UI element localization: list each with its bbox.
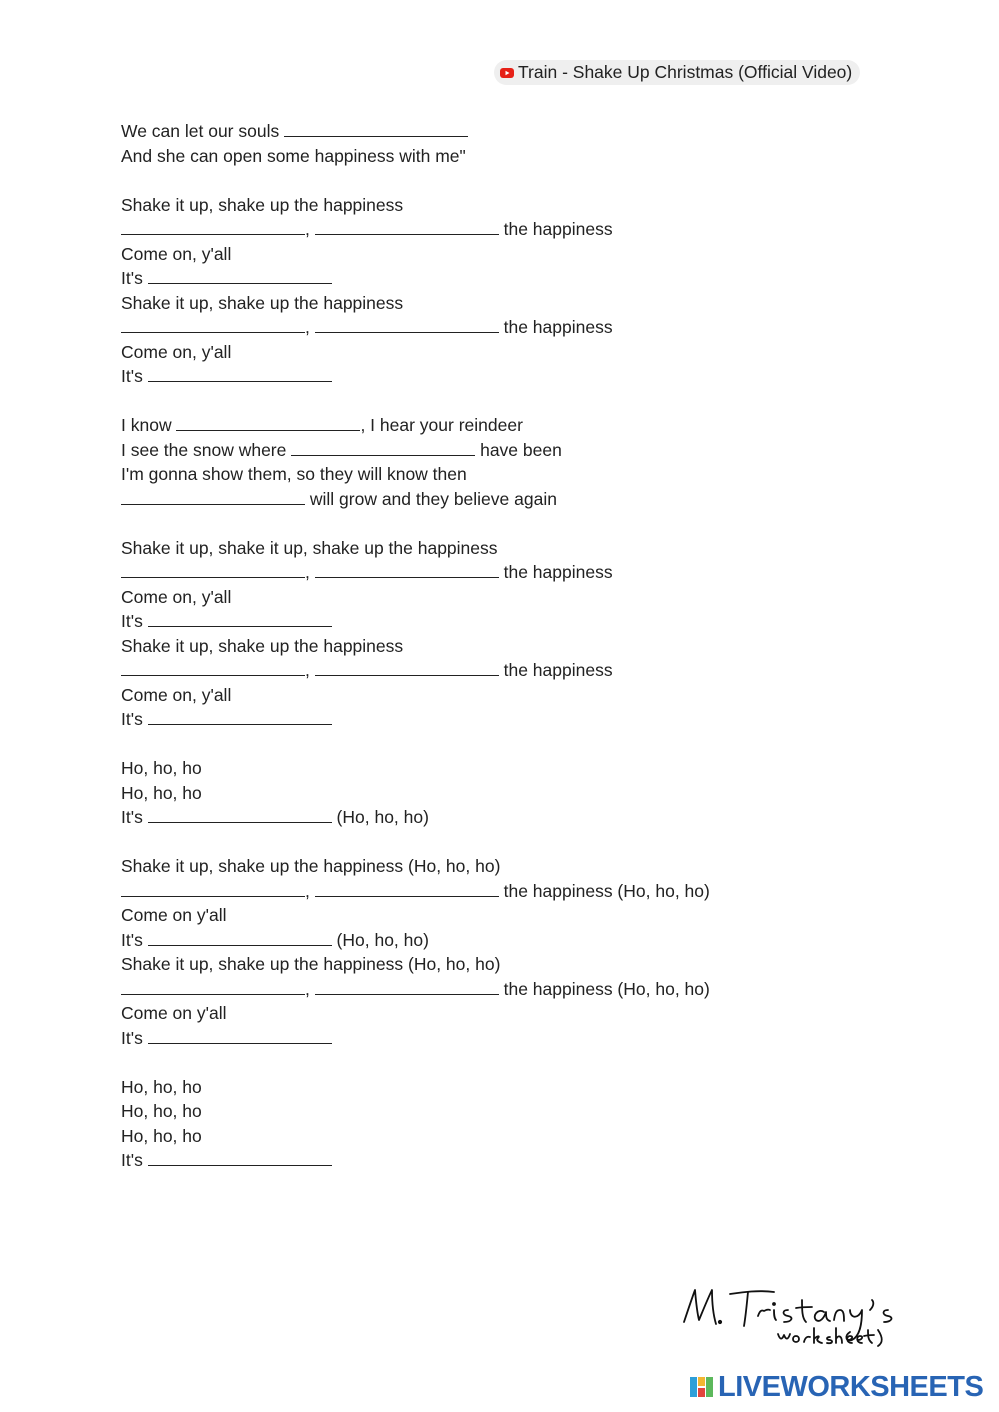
- lyric-text: It's: [121, 709, 148, 729]
- lyric-text: It's: [121, 1150, 148, 1170]
- fill-in-blank[interactable]: [121, 218, 305, 235]
- lyric-line: [121, 634, 710, 659]
- lyric-text: Come on y'all: [121, 905, 227, 925]
- lyric-line: [121, 536, 710, 561]
- lyric-line: [121, 242, 710, 267]
- lyric-line: [121, 315, 710, 340]
- fill-in-blank[interactable]: [291, 439, 475, 456]
- lyric-text: Shake it up, shake up the happiness (Ho, ho, ho): [121, 954, 501, 974]
- fill-in-blank[interactable]: [121, 316, 305, 333]
- stanza-break: [121, 1050, 710, 1075]
- lyric-text: the happiness: [498, 317, 613, 337]
- brand-name: LIVEWORKSHEETS: [718, 1370, 984, 1403]
- fill-in-blank[interactable]: [148, 365, 332, 382]
- lyric-text: ,: [305, 880, 315, 901]
- fill-in-blank[interactable]: [121, 561, 305, 578]
- fill-in-blank[interactable]: [148, 929, 332, 946]
- lyric-line: [121, 1148, 710, 1173]
- fill-in-blank[interactable]: [315, 978, 499, 995]
- fill-in-blank[interactable]: [315, 316, 499, 333]
- lyric-text: ,: [305, 660, 315, 680]
- lyric-line: [121, 879, 710, 904]
- stanza-break: [121, 732, 710, 757]
- lyric-line: [121, 462, 710, 487]
- lyric-text: Ho, ho, ho: [121, 1101, 202, 1121]
- fill-in-blank[interactable]: [284, 120, 468, 137]
- stanza-break: [121, 511, 710, 536]
- lyrics-body: [121, 119, 710, 1173]
- stanza-break: [121, 168, 710, 193]
- youtube-icon: [500, 68, 514, 78]
- lyric-line: [121, 1124, 710, 1149]
- lyric-text: It's: [121, 1027, 148, 1048]
- lyric-text: Ho, ho, ho: [121, 1076, 202, 1097]
- lyric-text: the happiness: [498, 660, 613, 680]
- fill-in-blank[interactable]: [148, 267, 332, 284]
- lyric-text: Ho, ho, ho: [121, 782, 202, 803]
- lyric-line: [121, 609, 710, 634]
- lyric-text: Shake it up, shake up the happiness: [121, 635, 404, 656]
- lyric-line: [121, 1001, 710, 1026]
- fill-in-blank[interactable]: [121, 488, 305, 505]
- lyric-text: Shake it up, shake it up, shake up the happiness: [121, 537, 498, 558]
- liveworksheets-brand: [690, 1370, 983, 1404]
- lyric-text: Come on, y'all: [121, 684, 232, 705]
- lyric-text: Shake it up, shake up the happiness (Ho, ho, ho): [121, 856, 501, 876]
- lyric-text: We can let our souls: [121, 121, 285, 141]
- lyric-text: It's: [121, 611, 148, 631]
- fill-in-blank[interactable]: [315, 659, 499, 676]
- lyric-line: [121, 1075, 710, 1100]
- lyric-text: have been: [475, 439, 562, 460]
- lyric-text: Ho, ho, ho: [121, 758, 202, 778]
- liveworksheets-logo-icon: [690, 1375, 714, 1399]
- fill-in-blank[interactable]: [148, 1149, 332, 1166]
- stanza-break: [121, 830, 710, 855]
- lyric-line: [121, 413, 710, 438]
- fill-in-blank[interactable]: [121, 880, 305, 897]
- fill-in-blank[interactable]: [121, 978, 305, 995]
- lyric-text: It's: [121, 929, 148, 950]
- lyric-text: (Ho, ho, ho): [331, 807, 429, 827]
- lyric-line: [121, 854, 710, 879]
- lyric-text: ,: [305, 317, 315, 337]
- lyric-text: I know: [121, 415, 177, 435]
- lyric-line: [121, 781, 710, 806]
- video-title[interactable]: Train - Shake Up Christmas (Official Video): [518, 62, 853, 82]
- lyric-line: [121, 1099, 710, 1124]
- lyric-line: [121, 805, 710, 830]
- lyric-text: the happiness: [498, 562, 613, 582]
- lyric-line: [121, 266, 710, 291]
- lyric-text: Shake it up, shake up the happiness: [121, 292, 404, 313]
- lyric-line: [121, 340, 710, 365]
- lyric-line: [121, 928, 710, 953]
- fill-in-blank[interactable]: [148, 610, 332, 627]
- lyric-text: ,: [305, 562, 315, 582]
- lyric-line: [121, 217, 710, 242]
- lyric-text: And she can open some happiness with me": [121, 145, 466, 166]
- lyric-line: [121, 193, 710, 218]
- lyric-text: , I hear your reindeer: [360, 415, 523, 435]
- lyric-text: the happiness: [498, 219, 613, 239]
- lyric-text: It's: [121, 268, 148, 288]
- lyric-text: I'm gonna show them, so they will know then: [121, 464, 467, 484]
- lyric-text: It's: [121, 366, 148, 386]
- fill-in-blank[interactable]: [315, 561, 499, 578]
- lyric-text: the happiness (Ho, ho, ho): [498, 978, 710, 999]
- stanza-break: [121, 389, 710, 414]
- lyric-text: ,: [305, 219, 315, 239]
- lyric-text: Come on, y'all: [121, 586, 232, 607]
- lyric-line: [121, 119, 710, 144]
- lyric-line: [121, 756, 710, 781]
- fill-in-blank[interactable]: [121, 659, 305, 676]
- lyric-line: [121, 683, 710, 708]
- lyric-text: (Ho, ho, ho): [331, 929, 429, 950]
- lyric-line: [121, 364, 710, 389]
- lyric-line: [121, 658, 710, 683]
- lyric-line: [121, 585, 710, 610]
- lyric-line: [121, 560, 710, 585]
- lyric-line: [121, 977, 710, 1002]
- fill-in-blank[interactable]: [148, 1027, 332, 1044]
- lyric-text: Ho, ho, ho: [121, 1125, 202, 1146]
- fill-in-blank[interactable]: [315, 880, 499, 897]
- fill-in-blank[interactable]: [148, 806, 332, 823]
- lyric-text: will grow and they believe again: [305, 488, 557, 509]
- lyric-line: [121, 952, 710, 977]
- lyric-line: [121, 438, 710, 463]
- lyric-text: I see the snow where: [121, 439, 292, 460]
- lyric-line: [121, 487, 710, 512]
- lyric-line: [121, 144, 710, 169]
- lyric-text: ,: [305, 978, 315, 999]
- signature-logo: [678, 1280, 926, 1350]
- lyric-text: It's: [121, 807, 148, 827]
- lyric-text: Come on, y'all: [121, 341, 232, 362]
- lyric-line: [121, 903, 710, 928]
- video-link-chip[interactable]: [494, 60, 860, 85]
- lyric-text: Shake it up, shake up the happiness: [121, 194, 404, 215]
- lyric-line: [121, 707, 710, 732]
- lyric-text: Come on, y'all: [121, 243, 232, 264]
- lyric-text: the happiness (Ho, ho, ho): [498, 880, 710, 901]
- fill-in-blank[interactable]: [176, 414, 360, 431]
- lyric-text: Come on y'all: [121, 1003, 227, 1023]
- lyric-line: [121, 1026, 710, 1051]
- lyric-line: [121, 291, 710, 316]
- fill-in-blank[interactable]: [148, 708, 332, 725]
- fill-in-blank[interactable]: [315, 218, 499, 235]
